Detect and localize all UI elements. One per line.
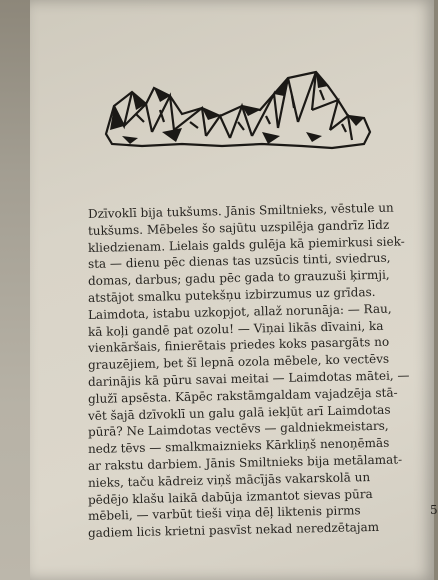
text-line: Laimdota, istabu uzkopjot, allaž norunāja: — Rau,: [87, 301, 392, 322]
text-line: ar rakstu darbiem. Jānis Smiltnieks bija metālamat-: [87, 452, 403, 473]
book-page: [30, 0, 438, 580]
text-line: kā koļi gandē pat ozolu! — Viņai likās dīvaini, ka: [87, 318, 384, 339]
text-line: kliedzienam. Lielais galds gulēja kā piemirkusi siek-: [87, 233, 405, 255]
text-line: gadiem licis krietni pasvīst nekad neredzētajam: [87, 520, 380, 541]
text-line: atstājot smalku putekšņu izbirzumus uz grīdas.: [87, 284, 376, 305]
text-line: mēbeli, — varbūt tieši viņa dēļ liktenis pirms: [87, 503, 361, 524]
text-line: pēdējo klašu laikā dabūja izmantot sievas pūra: [87, 486, 373, 507]
text-line: domas, darbus; gadu pēc gada to grauzuši ķirmji,: [87, 267, 390, 289]
text-line: vēt šajā dzīvoklī un galu galā iekļūt arī Laimdotas: [87, 402, 391, 423]
text-line: Dzīvoklī bija tukšums. Jānis Smiltnieks, vēstule un: [87, 200, 394, 221]
text-line: vienkāršais, finierētais priedes koks pasargāts no: [87, 335, 390, 356]
text-line: tukšums. Mēbeles šo sajūtu uzspilēja gandrīz līdz: [87, 217, 390, 238]
chapter-text: [87, 200, 438, 542]
text-line: sta — dienu pēc dienas tas uzsūcis tinti, sviedrus,: [87, 251, 391, 272]
text-line: darinājis kā pūru savai meitai — Laimdotas mātei, —: [87, 368, 410, 389]
page-number: 5: [430, 503, 438, 517]
text-line: glužī apsēsta. Kāpēc rakstāmgaldam vajadzēja stā-: [87, 385, 398, 406]
text-line: grauzējiem, bet šī lepnā ozola mēbele, ko vectēvs: [87, 351, 390, 373]
text-line: pūrā? Ne Laimdotas vectēvs — galdniekmeistars,: [87, 419, 389, 440]
text-line: nieks, taču kādreiz viņš mācījās vakarskolā un: [87, 469, 371, 490]
rock-ornament-illustration: [102, 66, 372, 152]
text-line: nedz tēvs — smalkmaiznieks Kārkliņš nenoņēmās: [87, 435, 390, 457]
